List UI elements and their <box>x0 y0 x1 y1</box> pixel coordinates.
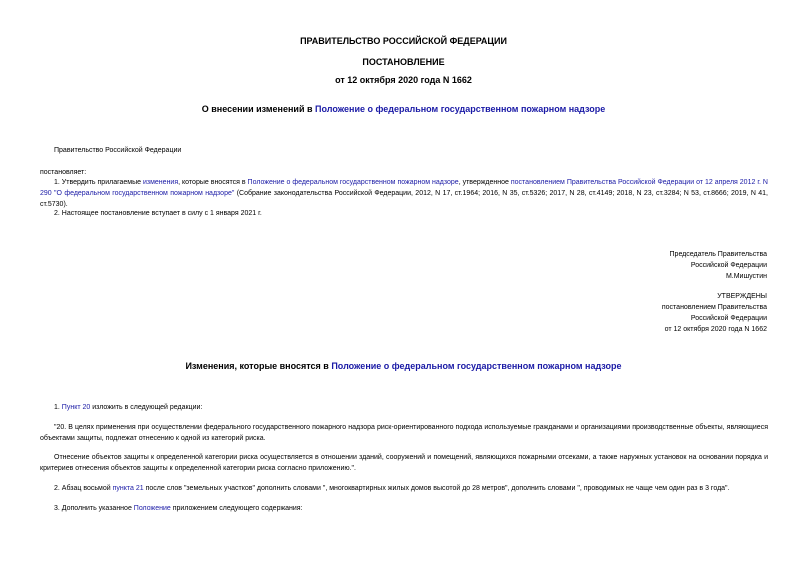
item-2: 2. Абзац восьмой пункта 21 после слов "земельных участков" дополнить словами ", многоквартирных жилых домов высотой до 28 метров", дополнить словами ", проводимых не чаще чем один раз в 3 года". <box>54 485 730 492</box>
issuer-title: ПРАВИТЕЛЬСТВО РОССИЙСКОЙ ФЕДЕРАЦИИ <box>300 36 507 46</box>
issuer-line: Правительство Российской Федерации <box>54 147 182 154</box>
signature-block: Председатель Правительства Российской Федерации М.Мишустин <box>669 251 767 280</box>
link-changes[interactable]: изменения <box>142 179 179 186</box>
paragraph-2: 2. Настоящее постановление вступает в силу с 1 января 2021 г. <box>54 210 262 217</box>
resolves-line: постановляет: <box>40 169 87 176</box>
doc-type: ПОСТАНОВЛЕНИЕ <box>362 57 445 67</box>
item-3: 3. Дополнить указанное Положение приложением следующего содержания: <box>54 505 303 512</box>
link-regulation-2[interactable]: Положение <box>133 505 171 512</box>
link-regulation[interactable]: Положение о федеральном государственном пожарном надзоре <box>247 179 459 186</box>
subject-prefix: О внесении изменений в <box>201 104 316 114</box>
changes-title-link[interactable]: Положение о федеральном государственном пожарном надзоре <box>331 361 622 371</box>
subject-link[interactable]: Положение о федеральном государственном пожарном надзоре <box>315 104 606 114</box>
doc-subject <box>0 104 807 114</box>
paragraph-1: 1. Утвердить прилагаемые изменения, которые вносятся в Положение о федеральном государственном пожарном надзоре, утвержденное постановлением Правительства Российской Федерации от 12 апреля 2012 г. N 290 "О федеральном государственном пожарном надзоре" (Собрание законодательства Российской Федерации, 2012, N 17, ст.1964; 2016, N 35, ст.5326; 2017, N 28, ст.4149; 2018, N 23, ст.3284; N 53, ст.8666; 2019, N 41, ст.5730). <box>40 179 768 208</box>
changes-title: Изменения, которые вносятся в Положение о федеральном государственном пожарном надзоре <box>185 361 622 371</box>
item-1-quote-2: Отнесение объектов защиты к определенной категории риска осуществляется в отношении зданий, сооружений и помещений, являющихся пожарными отсеками, а также наружных установок на основании порядка и критериев отнесения объектов защиты к определенной категории риска согласно приложению.". <box>40 454 768 472</box>
doc-date-number: от 12 октября 2020 года N 1662 <box>335 75 472 85</box>
link-resolution-290[interactable]: постановлением Правительства Российской Федерации от 12 апреля 2012 г. N 290 "О федеральном государственном пожарном надзоре" <box>40 179 768 197</box>
item-1: 1. Пункт 20 изложить в следующей редакции: <box>54 404 203 411</box>
link-point-20[interactable]: Пункт 20 <box>61 404 91 411</box>
approved-block: УТВЕРЖДЕНЫ постановлением Правительства Российской Федерации от 12 октября 2020 года N 1662 <box>661 293 767 333</box>
item-1-quote-1: "20. В целях применения при осуществлении федерального государственного пожарного надзора риск-ориентированного подхода используемые гражданами и организациями производственные объекты, являющиеся объектами защиты, подлежат отнесению к одной из категорий риска. <box>40 424 768 442</box>
link-point-21[interactable]: пункта 21 <box>112 485 144 492</box>
